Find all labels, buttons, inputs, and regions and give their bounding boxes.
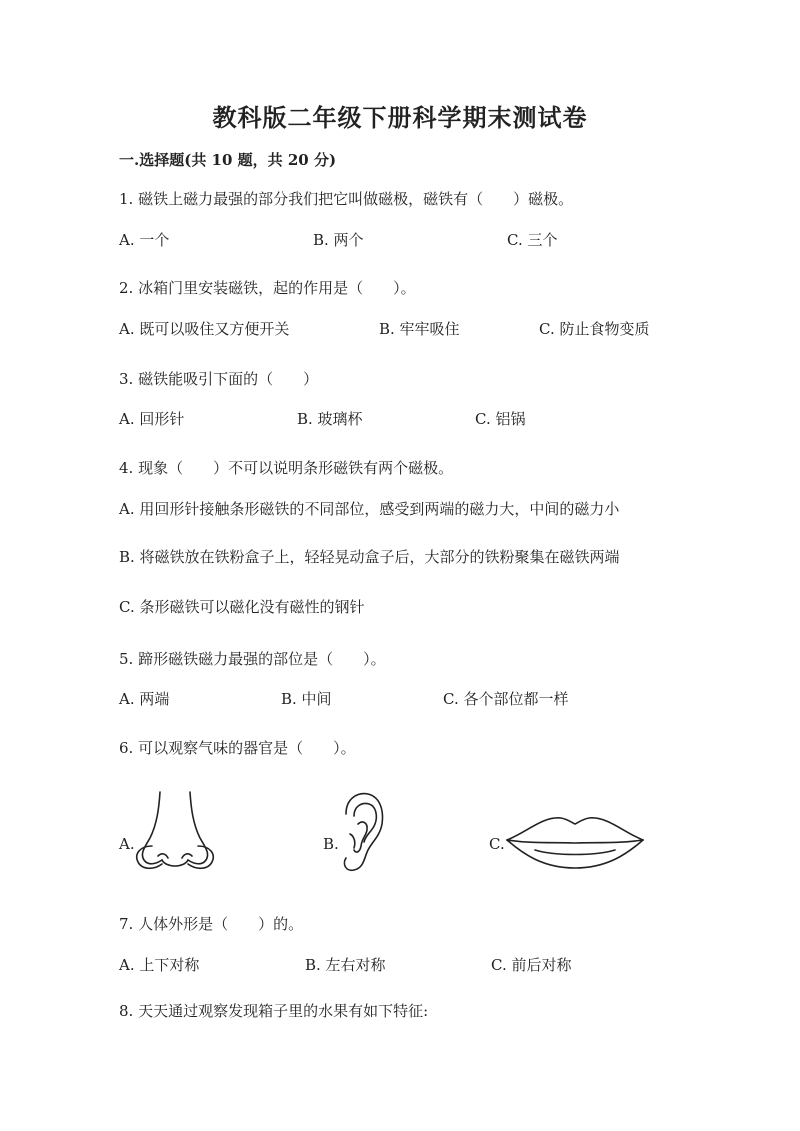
question-4-stem: 4. 现象（ ）不可以说明条形磁铁有两个磁极。 [119, 459, 454, 477]
question-1-stem: 1. 磁铁上磁力最强的部分我们把它叫做磁极，磁铁有（ ）磁极。 [119, 190, 574, 208]
question-1-option-a: A. 一个 [119, 231, 170, 249]
question-7-option-a: A. 上下对称 [119, 956, 200, 974]
question-3-option-a: A. 回形针 [119, 410, 185, 428]
question-2-option-a: A. 既可以吸住又方便开关 [119, 320, 290, 338]
lips-drawing [505, 810, 645, 872]
page-title: 教科版二年级下册科学期末测试卷 [212, 103, 588, 132]
question-4-option-a: A. 用回形针接触条形磁铁的不同部位，感受到两端的磁力大，中间的磁力小 [119, 500, 620, 518]
question-2-option-c: C. 防止食物变质 [539, 320, 650, 338]
nose-drawing [132, 790, 222, 874]
question-4-option-b: B. 将磁铁放在铁粉盒子上，轻轻晃动盒子后，大部分的铁粉聚集在磁铁两端 [119, 548, 620, 566]
question-1-option-c: C. 三个 [507, 231, 558, 249]
ear-drawing [336, 790, 386, 874]
question-1-option-b: B. 两个 [313, 231, 364, 249]
question-3-option-c: C. 铝锅 [475, 410, 526, 428]
question-4-option-c: C. 条形磁铁可以磁化没有磁性的钢针 [119, 598, 365, 616]
question-2-stem: 2. 冰箱门里安装磁铁，起的作用是（ ）。 [119, 279, 416, 297]
question-7-stem: 7. 人体外形是（ ）的。 [119, 915, 304, 933]
question-5-option-c: C. 各个部位都一样 [443, 690, 569, 708]
question-7-option-b: B. 左右对称 [305, 956, 386, 974]
question-5-option-b: B. 中间 [281, 690, 332, 708]
question-5-option-a: A. 两端 [119, 690, 170, 708]
question-2-option-b: B. 牢牢吸住 [379, 320, 460, 338]
question-7-option-c: C. 前后对称 [491, 956, 572, 974]
question-6-option-b-label: B. [323, 835, 339, 853]
question-3-stem: 3. 磁铁能吸引下面的（ ） [119, 370, 319, 388]
section-heading: 一.选择题(共 10 题，共 20 分) [119, 151, 337, 169]
question-3-option-b: B. 玻璃杯 [297, 410, 363, 428]
question-5-stem: 5. 蹄形磁铁磁力最强的部位是（ ）。 [119, 650, 386, 668]
question-6-option-a-label: A. [119, 835, 135, 853]
question-6-stem: 6. 可以观察气味的器官是（ ）。 [119, 739, 356, 757]
question-8-stem: 8. 天天通过观察发现箱子里的水果有如下特征: [119, 1002, 429, 1020]
question-6-option-c-label: C. [489, 835, 505, 853]
